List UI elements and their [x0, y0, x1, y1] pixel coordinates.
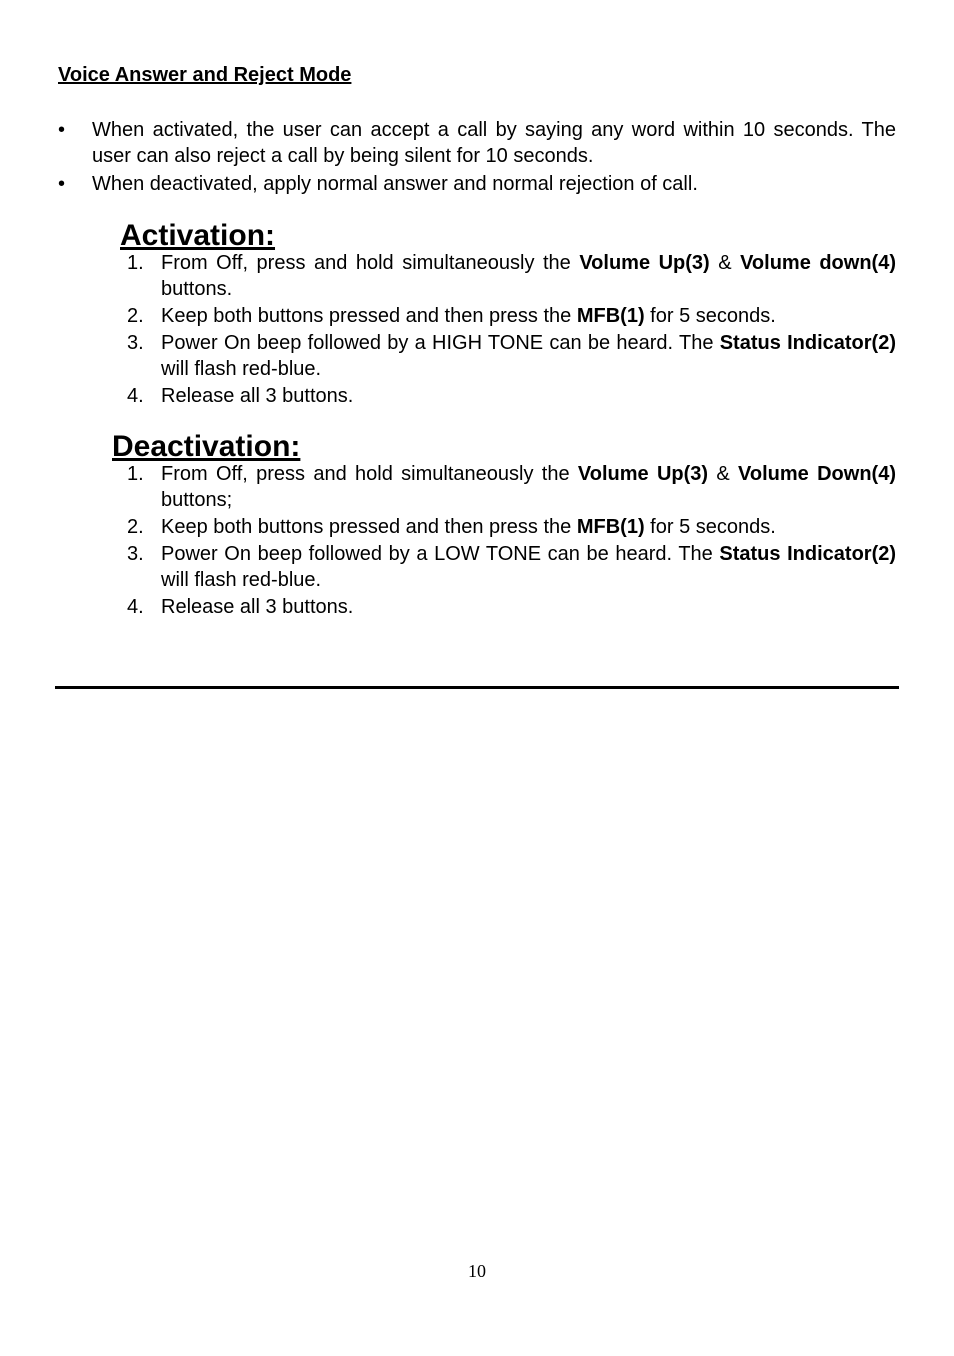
- step-bold-text: Volume Up(3): [577, 463, 709, 485]
- step-bold-text: MFB(1): [576, 305, 645, 327]
- section-title: Voice Answer and Reject Mode: [58, 64, 352, 86]
- step-bold-text: Status Indicator(2): [719, 543, 897, 565]
- mode-bullet-list: [58, 117, 896, 199]
- activation-steps: [120, 250, 896, 410]
- step-text: will flash red-blue.: [161, 358, 322, 380]
- step-text: for 5 seconds.: [644, 516, 776, 538]
- step-bold-text: Volume Up(3): [579, 252, 710, 274]
- step-number: 3.: [127, 332, 144, 354]
- step-number: 2.: [127, 516, 144, 538]
- step-text: will flash red-blue.: [161, 569, 322, 591]
- bullet-text: When deactivated, apply normal answer and normal rejection of call.: [92, 173, 698, 195]
- activation-step-1: [120, 250, 896, 302]
- deactivation-step-1: [120, 461, 896, 513]
- bullet-item-activated: [58, 117, 896, 169]
- step-text: &: [708, 463, 739, 485]
- step-text: buttons;: [161, 489, 233, 511]
- step-text: Release all 3 buttons.: [161, 385, 354, 407]
- step-text: Power On beep followed by a LOW TONE can be heard. The: [161, 543, 720, 565]
- step-text: Release all 3 buttons.: [161, 596, 354, 618]
- step-bold-text: Status Indicator(2): [719, 332, 896, 354]
- step-text: Keep both buttons pressed and then press the: [161, 516, 577, 538]
- step-number: 4.: [127, 385, 144, 407]
- horizontal-divider: [55, 686, 899, 689]
- deactivation-steps: [120, 461, 896, 621]
- step-bold-text: Volume Down(4): [738, 463, 896, 485]
- bullet-icon: •: [58, 119, 66, 141]
- step-text: From Off, press and hold simultaneously the: [161, 252, 580, 274]
- step-text: Power On beep followed by a HIGH TONE can be heard. The: [161, 332, 720, 354]
- step-number: 4.: [127, 596, 144, 618]
- step-text: buttons.: [161, 278, 233, 300]
- deactivation-step-3: [120, 541, 896, 593]
- deactivation-heading: Deactivation:: [112, 430, 301, 463]
- step-text: for 5 seconds.: [644, 305, 776, 327]
- step-text: &: [709, 252, 741, 274]
- deactivation-step-4: [120, 594, 896, 620]
- bullet-item-deactivated: [58, 171, 896, 197]
- step-number: 3.: [127, 543, 144, 565]
- step-number: 1.: [127, 463, 144, 485]
- step-bold-text: MFB(1): [576, 516, 645, 538]
- activation-heading: Activation:: [120, 219, 276, 252]
- bullet-icon: •: [58, 173, 66, 195]
- deactivation-step-2: [120, 514, 896, 540]
- step-number: 2.: [127, 305, 144, 327]
- page-number: 10: [468, 1261, 486, 1281]
- bullet-text: When activated, the user can accept a call by saying any word within 10 seconds. The user can also reject a call by being silent for 10 seconds.: [92, 119, 896, 167]
- step-bold-text: Volume down(4): [740, 252, 896, 274]
- step-number: 1.: [127, 252, 144, 274]
- step-text: From Off, press and hold simultaneously the: [161, 463, 578, 485]
- activation-step-3: [120, 330, 896, 382]
- activation-step-2: [120, 303, 896, 329]
- step-text: Keep both buttons pressed and then press the: [161, 305, 577, 327]
- activation-step-4: [120, 383, 896, 409]
